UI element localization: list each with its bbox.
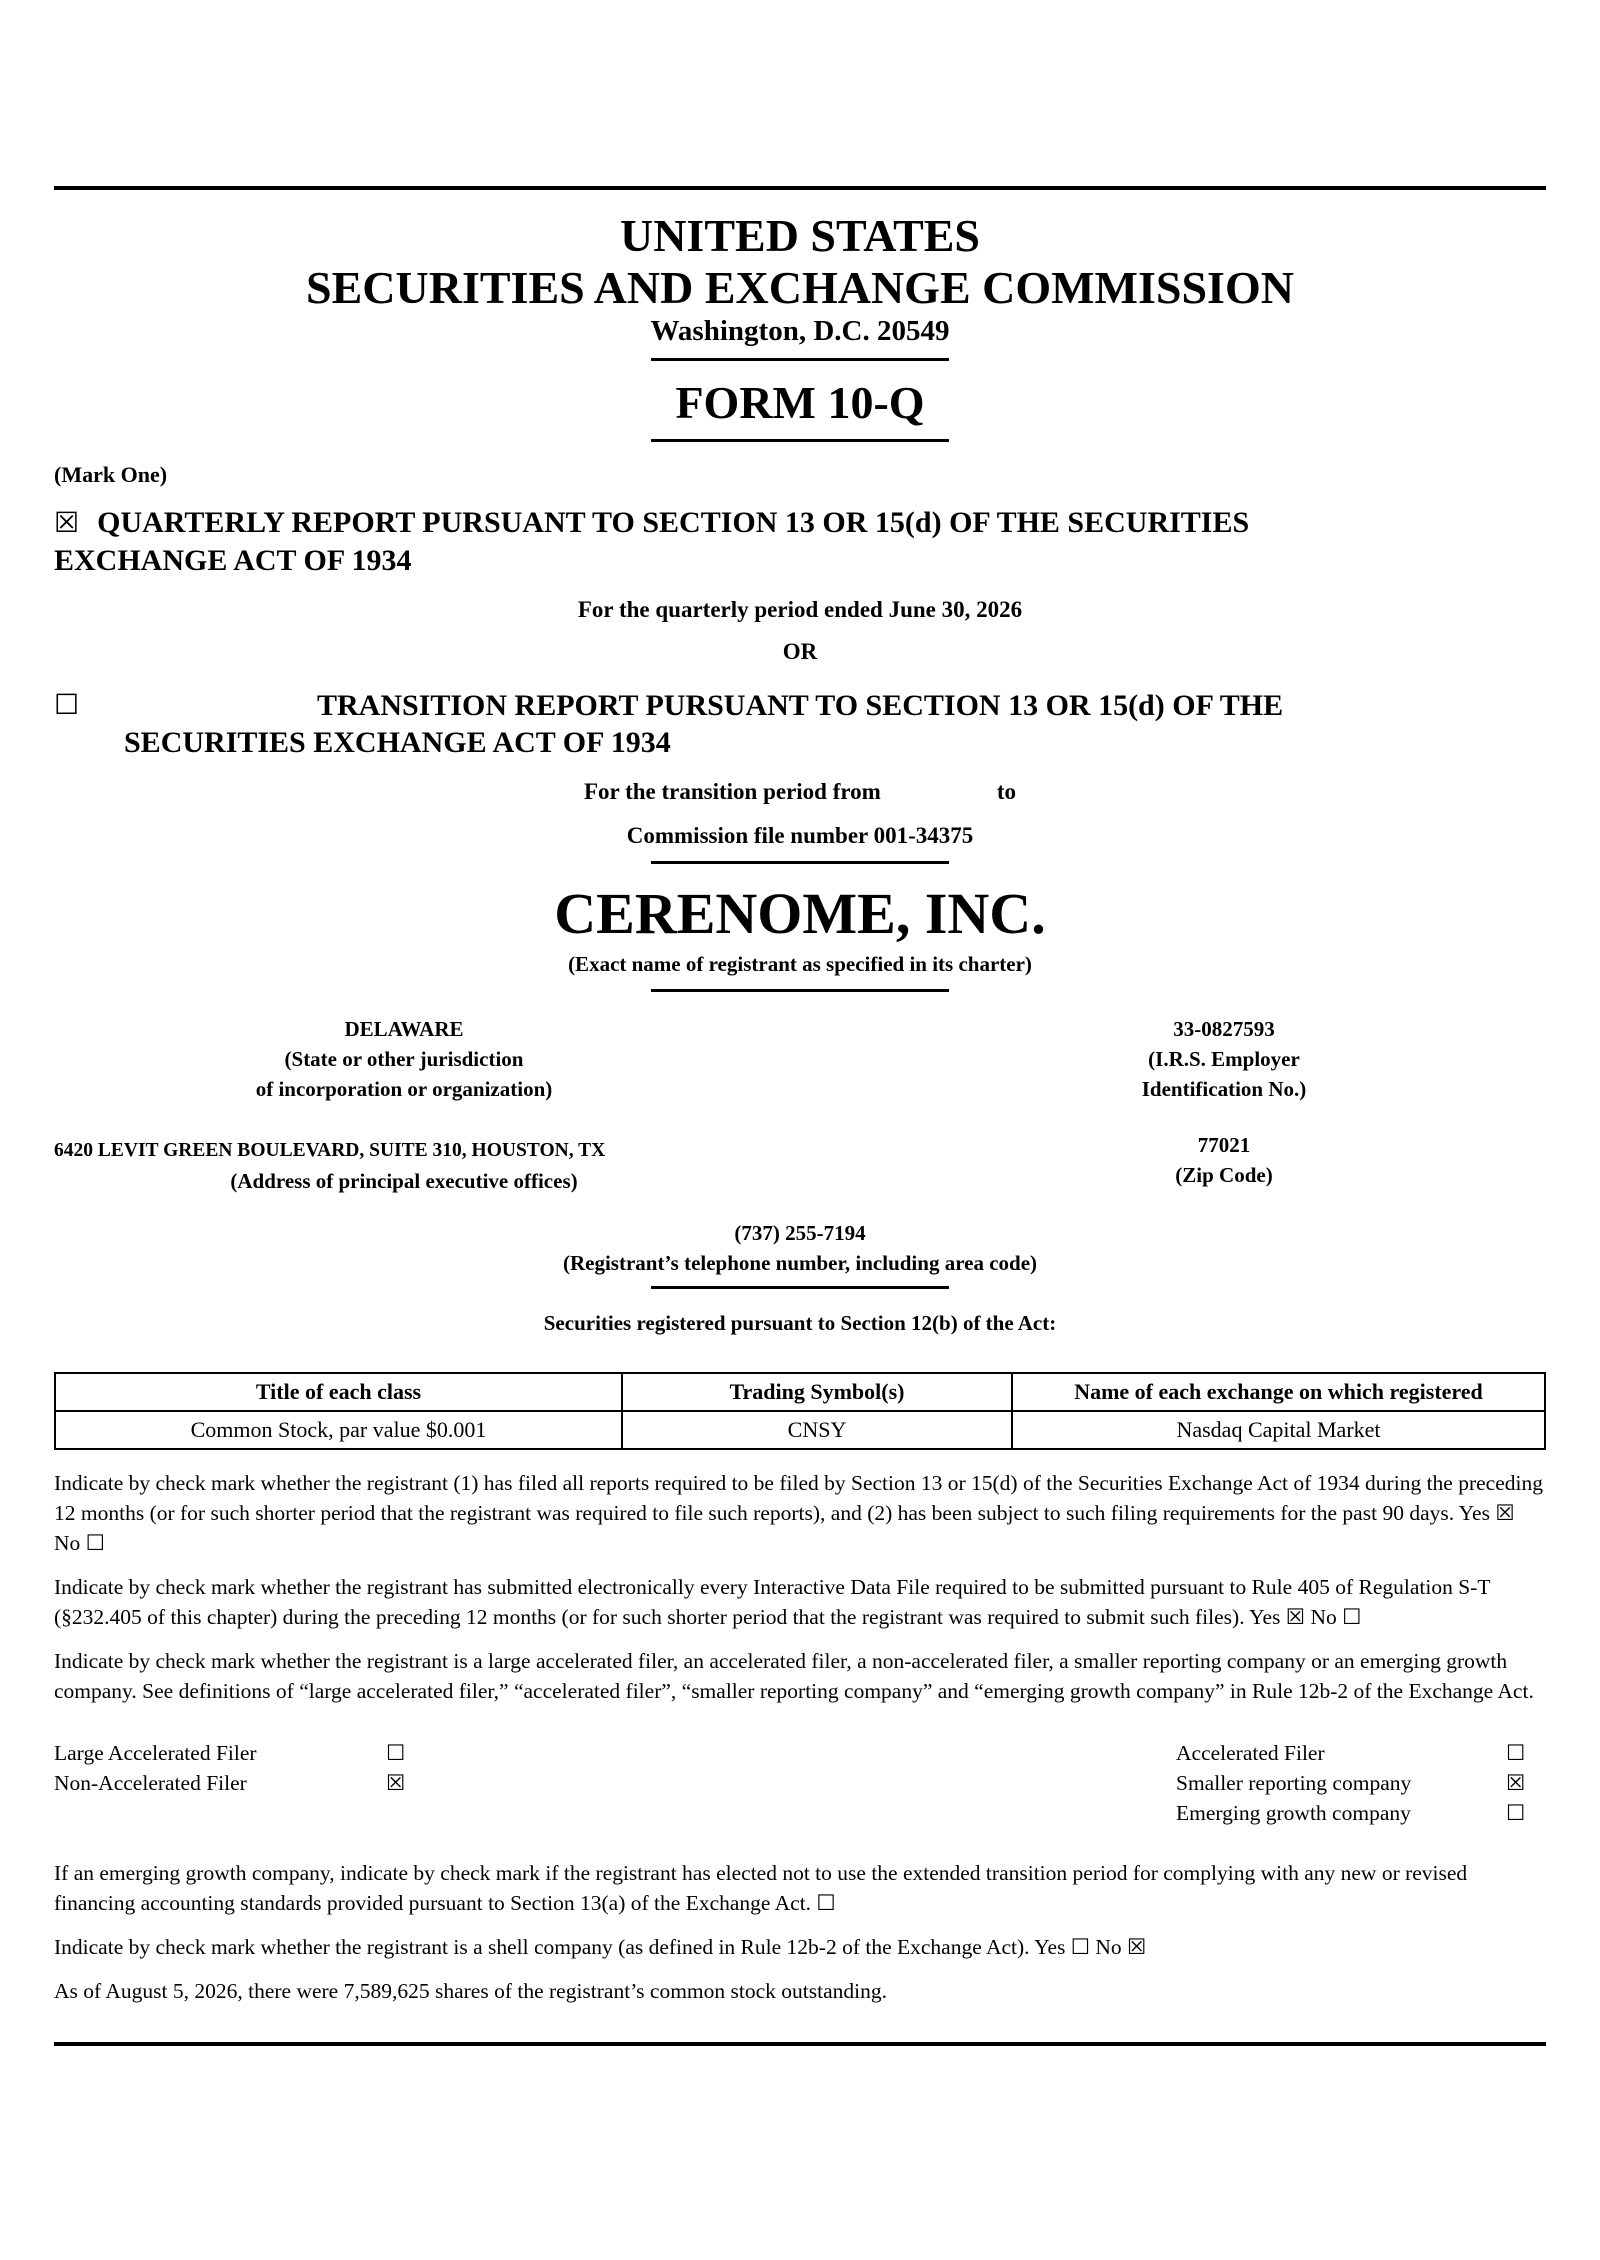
form-title: FORM 10-Q	[675, 377, 925, 428]
table-header-cell: Name of each exchange on which registered	[1012, 1373, 1545, 1411]
securities-table	[54, 1372, 1546, 1450]
zip-value: 77021	[1197, 1133, 1251, 1157]
securities-heading: Securities registered pursuant to Section 12(b) of the Act:	[543, 1311, 1057, 1335]
transition-checkbox: ☐	[54, 690, 80, 721]
ein-value: 33-0827593	[1173, 1017, 1275, 1041]
emerging-growth-checkbox: ☐	[1506, 1801, 1526, 1825]
table-cell: Common Stock, par value $0.001	[55, 1411, 622, 1449]
quarterly-line2: EXCHANGE ACT OF 1934	[54, 544, 412, 577]
table-cell: Nasdaq Capital Market	[1012, 1411, 1545, 1449]
table-row	[55, 1411, 1545, 1449]
divider	[651, 439, 949, 442]
emerging-growth-paragraph: If an emerging growth company, indicate by check mark if the registrant has elected not to use the extended transition period for complying with any new or revised financing accounting standards provided pursuant to Section 13(a) of the Exchange Act. ☐	[54, 1861, 1468, 1915]
state-value: DELAWARE	[344, 1017, 464, 1041]
phone-caption: (Registrant’s telephone number, including area code)	[562, 1251, 1038, 1275]
header-line2: SECURITIES AND EXCHANGE COMMISSION	[306, 262, 1294, 313]
header-address: Washington, D.C. 20549	[650, 315, 950, 347]
reports-filed-paragraph: Indicate by check mark whether the registrant (1) has filed all reports required to be filed by Section 13 or 15(d) of the Securities Exchange Act of 1934 during the preceding 12 months (or for such shorter period that the registrant was required to file such reports), and (2) has been subject to such filing requirements for the past 90 days. Yes ☒ No ☐	[54, 1471, 1543, 1555]
transition-line1: TRANSITION REPORT PURSUANT TO SECTION 13 OR 15(d) OF THE	[317, 689, 1284, 722]
bottom-rule	[54, 2042, 1546, 2046]
phone-value: (737) 255-7194	[734, 1221, 866, 1245]
ein-block	[1054, 1014, 1394, 1104]
zip-caption: (Zip Code)	[1175, 1163, 1273, 1187]
quarterly-line1: QUARTERLY REPORT PURSUANT TO SECTION 13 OR 15(d) OF THE SECURITIES	[97, 506, 1250, 539]
divider	[651, 1286, 949, 1289]
zip-block	[1054, 1130, 1394, 1190]
quarterly-report-heading	[54, 504, 1546, 579]
interactive-data-paragraph: Indicate by check mark whether the registrant has submitted electronically every Interactive Data File required to be submitted pursuant to Rule 405 of Regulation S-T (§232.405 of this chapter) during the preceding 12 months (or for such shorter period that the registrant was required to submit such files). Yes ☒ No ☐	[54, 1575, 1491, 1629]
smaller-reporting-label: Smaller reporting company	[1176, 1771, 1412, 1795]
ein-caption1: (I.R.S. Employer	[1148, 1047, 1300, 1071]
address-value: 6420 LEVIT GREEN BOULEVARD, SUITE 310, HOUSTON, TX	[54, 1140, 606, 1161]
form-10q-cover-page	[54, 186, 1546, 2046]
header-line1: UNITED STATES	[619, 210, 981, 261]
non-accelerated-filer-checkbox: ☒	[386, 1771, 406, 1795]
or-label: OR	[782, 639, 818, 664]
transition-period	[54, 779, 1546, 805]
table-header-row	[55, 1373, 1545, 1411]
large-accelerated-filer-label: Large Accelerated Filer	[54, 1741, 257, 1765]
filer-checklist	[54, 1738, 1546, 1834]
table-header-cell: Trading Symbol(s)	[622, 1373, 1012, 1411]
large-accelerated-filer-checkbox: ☐	[386, 1741, 406, 1765]
ein-caption2: Identification No.)	[1141, 1077, 1307, 1101]
state-ein-row	[54, 1014, 1546, 1106]
transition-line2: SECURITIES EXCHANGE ACT OF 1934	[124, 726, 671, 759]
filer-status-paragraph: Indicate by check mark whether the registrant is a large accelerated filer, an accelerated filer, a non-accelerated filer, a smaller reporting company or an emerging growth company. See definitions of “large accelerated filer,” “accelerated filer”, “smaller reporting company” and “emerging growth company” in Rule 12b-2 of the Exchange Act.	[54, 1649, 1534, 1703]
accelerated-filer-checkbox: ☐	[1506, 1741, 1526, 1765]
smaller-reporting-checkbox: ☒	[1506, 1771, 1526, 1795]
address-zip-row	[54, 1133, 1546, 1200]
quarterly-period: For the quarterly period ended June 30, 2026	[577, 597, 1023, 622]
registrant-name-caption: (Exact name of registrant as specified in its charter)	[568, 952, 1032, 976]
table-cell: CNSY	[622, 1411, 1012, 1449]
registrant-name: CERENOME, INC.	[554, 881, 1046, 946]
mark-one-label: (Mark One)	[54, 462, 168, 487]
divider	[651, 989, 949, 992]
divider	[651, 861, 949, 864]
divider	[651, 358, 949, 361]
top-rule	[54, 186, 1546, 190]
shell-company-paragraph: Indicate by check mark whether the registrant is a shell company (as defined in Rule 12b-2 of the Exchange Act). Yes ☐ No ☒	[54, 1935, 1147, 1959]
state-block	[54, 1014, 754, 1104]
address-block	[54, 1136, 754, 1196]
shares-outstanding-paragraph: As of August 5, 2026, there were 7,589,625 shares of the registrant’s common stock outstanding.	[54, 1979, 887, 2003]
accelerated-filer-label: Accelerated Filer	[1176, 1741, 1325, 1765]
non-accelerated-filer-label: Non-Accelerated Filer	[54, 1771, 247, 1795]
table-header-cell: Title of each class	[55, 1373, 622, 1411]
transition-period-from: For the transition period from	[583, 779, 881, 804]
commission-file-number: Commission file number 001-34375	[626, 823, 974, 848]
transition-report-heading	[54, 687, 1546, 761]
transition-period-to: to	[996, 779, 1016, 804]
emerging-growth-label: Emerging growth company	[1176, 1801, 1411, 1825]
address-caption: (Address of principal executive offices)	[230, 1169, 578, 1193]
state-caption2: of incorporation or organization)	[255, 1077, 553, 1101]
state-caption1: (State or other jurisdiction	[284, 1047, 524, 1071]
quarterly-checkbox: ☒	[54, 508, 80, 539]
